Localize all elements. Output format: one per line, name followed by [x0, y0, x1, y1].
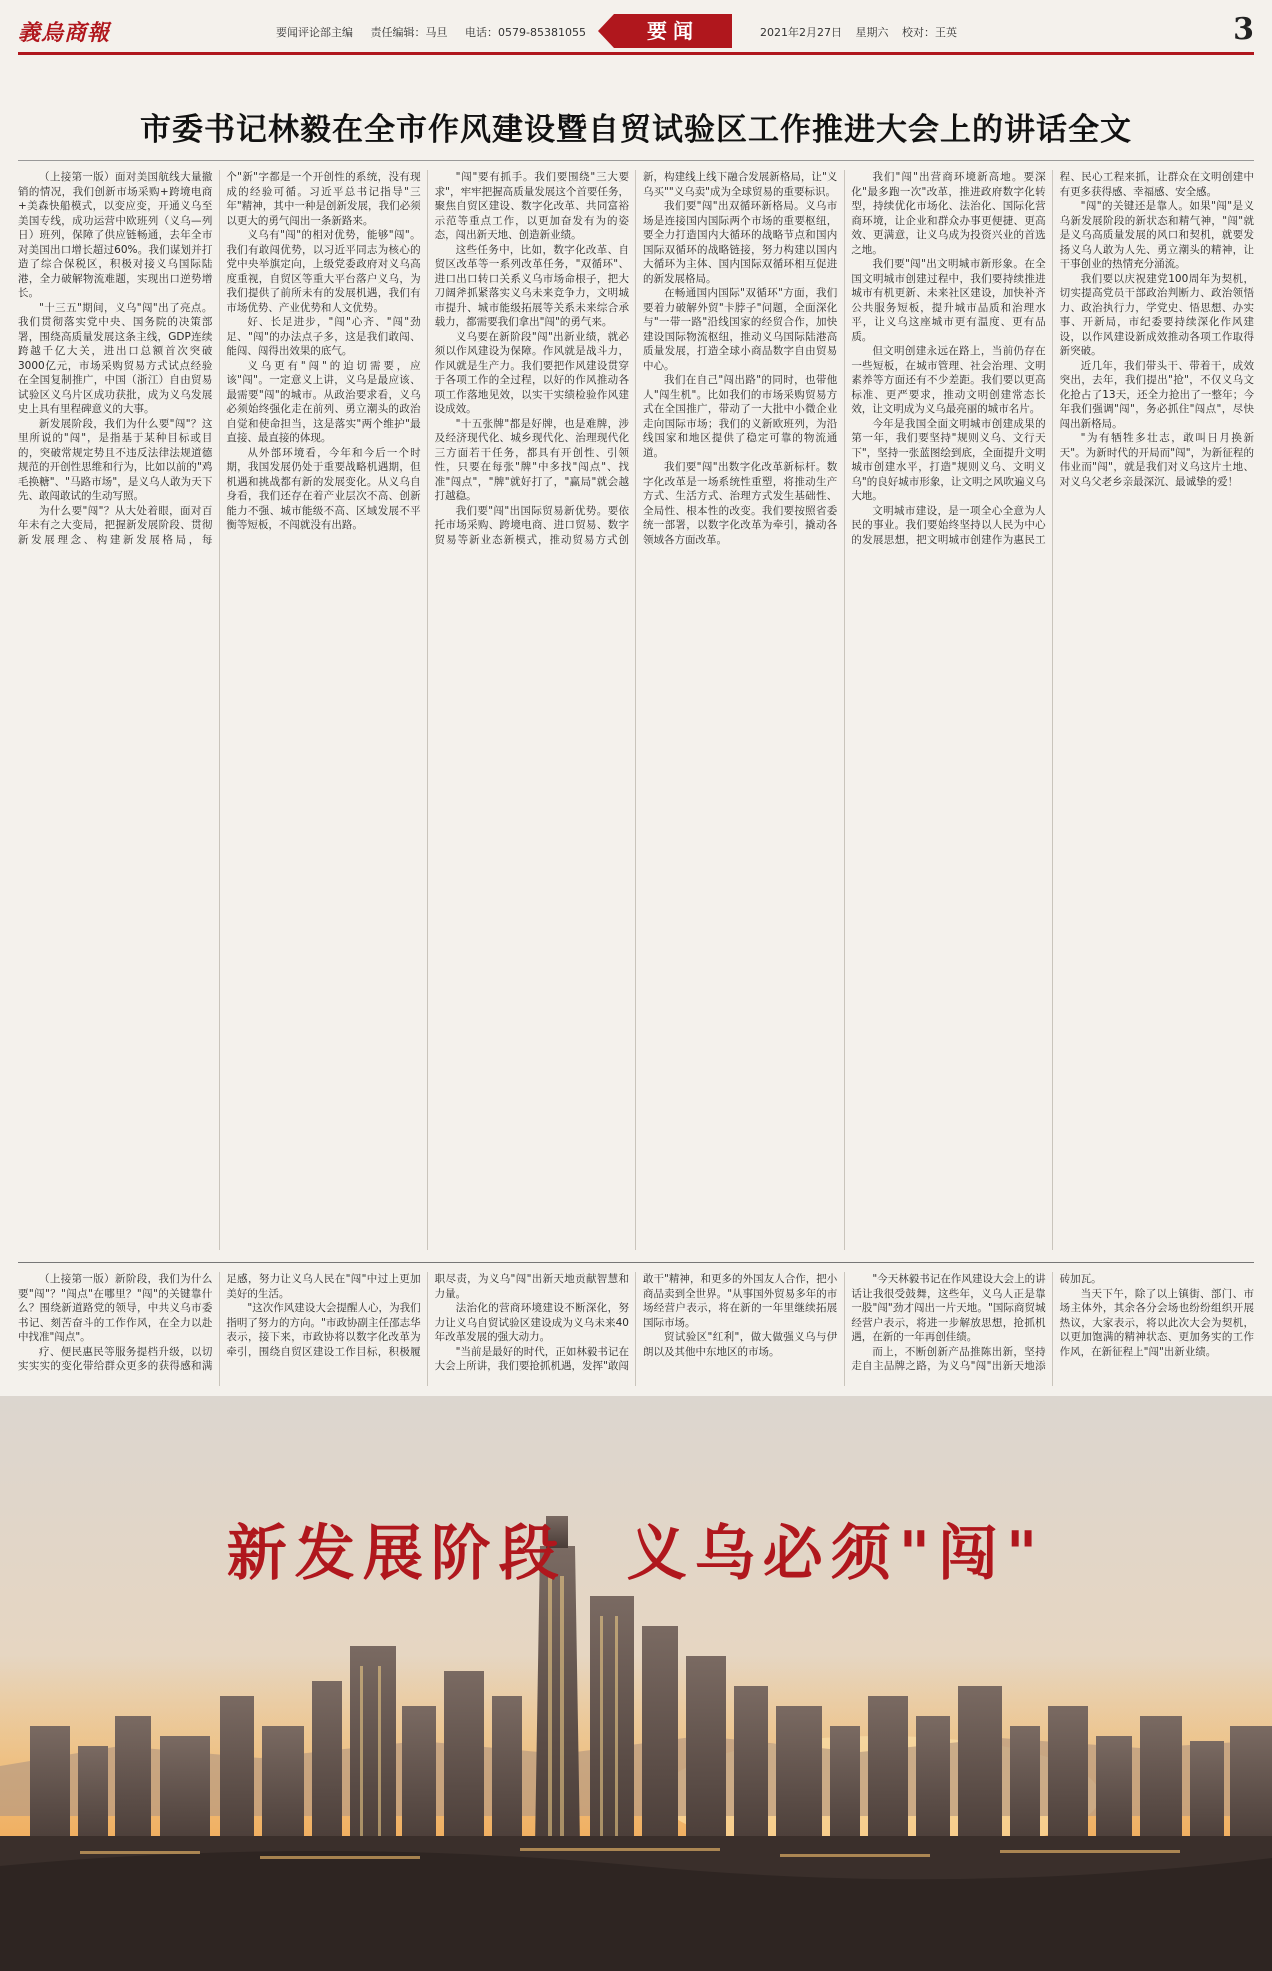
newspaper-logo: 義烏商報 [18, 20, 111, 46]
article-paragraph: 今年是我国全面文明城市创建成果的第一年，我们要坚持"规则义乌、文行天下"，坚持一张蓝图绘到底，全面提升文明城市创建水平，打造"规则义乌、文明义乌"的良好城市形象，让文明之风吹遍义乌大地。 [851, 417, 1046, 502]
article-paragraph: 为什么要"闯"？从大处着眼，面对百年未有之大变局，把握新发展阶段、贯彻新发展理念、构建新发展格局，每个"新"字都是一个开创性的系统，没有现成的经验可循。习近平总书记指导"三年"精神，其中一种是创新发展，我们必须以更大的勇气闯出一条新路来。 [18, 171, 421, 546]
editor-department: 要闻评论部主编 [276, 26, 353, 39]
article-paragraph: 我们要"闯"出数字化改革新标杆。数字化改革是一场系统性重塑，将推动生产方式、生活方式、治理方式发生基础性、全局性、根本性的改变。我们要按照省委统一部署，以数字化改革为牵引，撬动各领域各方面改革。 [642, 461, 838, 546]
related-article-body [18, 1272, 1254, 1386]
article-paragraph: "为有牺牲多壮志，敢叫日月换新天"。为新时代的开局而"闯"，为新征程的伟业而"闯"，就是我们对义乌这片土地、对义乌父老乡亲最深沉、最诚挚的爱！ [1059, 432, 1254, 488]
article-paragraph: "这次作风建设大会提醒人心，为我们指明了努力的方向。"市政协副主任邵志华表示，接下来，市政协将以数字化改革为牵引，围绕自贸区建设工作目标，积极履职尽责，为义乌"闯"出新天地贡献智慧和力量。 [226, 1273, 629, 1358]
article-paragraph: 而上，不断创新产品推陈出新，坚持走自主品牌之路，为义乌"闯"出新天地添砖加瓦。 [851, 1273, 1102, 1372]
section-tag: 要闻 [614, 14, 732, 48]
article-headline: 市委书记林毅在全市作风建设暨自贸试验区工作推进大会上的讲话全文 [140, 112, 1132, 148]
article-paragraph: "当前是最好的时代，正如林毅书记在大会上所讲，我们要抢抓机遇，发挥"敢闯敢干"精神，和更多的外国友人合作，把小商品卖到全世界。"从事国外贸易多年的市场经营户表示，将在新的一年里继续拓展国际市场。 [434, 1273, 838, 1372]
article-paragraph: "今天林毅书记在作风建设大会上的讲话让我很受鼓舞，这些年，义乌人正是靠一股"闯"劲才闯出一片天地。"国际商贸城经营户表示，将进一步解放思想，抢抓机遇，在新的一年再创佳绩。 [851, 1273, 1046, 1343]
page-number: 3 [1233, 12, 1254, 47]
article-paragraph: 我们要"闯"出国际贸易新优势。要依托市场采购、跨境电商、进口贸易、数字贸易等新业态新模式，推动贸易方式创新，构建线上线下融合发展新格局，让"义乌买""义乌卖"成为全球贸易的重要标识。 [434, 171, 838, 546]
article-body [18, 170, 1254, 1250]
article-paragraph: "闯"要有抓手。我们要围绕"三大要求"，牢牢把握高质量发展这个首要任务，聚焦自贸区建设、数字化改革、共同富裕示范等重点工作，以更加奋发有为的姿态，闯出新天地、创造新业绩。 [434, 171, 629, 241]
article-paragraph: 我们"闯"出营商环境新高地。要深化"最多跑一次"改革，推进政府数字化转型，持续优化市场化、法治化、国际化营商环境，让企业和群众办事更便捷、更高效、更满意，让义乌成为投资兴业的首选之地。 [851, 171, 1046, 256]
article-paragraph: 新发展阶段，我们为什么要"闯"？这里所说的"闯"，是指基于某种目标或目的，突破常规定势且不违反法律法规道德规范的开创性思维和行为，比如以前的"鸡毛换糖"、"马路市场"，是义乌人敢为天下先、敢闯敢试的生动写照。 [18, 417, 213, 502]
responsible-editor: 责任编辑：马旦 [370, 26, 448, 39]
proofreader: 校对：王英 [902, 26, 957, 39]
article-paragraph: 这些任务中，比如，数字化改革、自贸区改革等一系列改革任务，"双循环"、进口出口转口关系义乌市场命根子，把大刀阔斧抓紧落实义乌未来竞争力，文明城市提升、城市能级拓展等关系未来综合承载力，都需要我们拿出"闯"的勇气来。 [434, 243, 629, 328]
article-paragraph: 我们要以庆祝建党100周年为契机，切实提高党员干部政治判断力、政治领悟力、政治执行力，学党史、悟思想、办实事、开新局，市纪委要持续深化作风建设，以作风建设新成效推动各项工作取得新突破。 [1059, 272, 1254, 357]
article-paragraph: 好、长足进步，"闯"心齐、"闯"劲足、"闯"的办法点子多，这是我们敢闯、能闯、闯得出效果的底气。 [226, 316, 421, 357]
section-divider [18, 1262, 1254, 1263]
article-paragraph: （上接第一版）新阶段，我们为什么要"闯"？"闯点"在哪里？"闯"的关键靠什么？围绕新道路党的领导，中共义乌市委书记、刻苦奋斗的工作作风，在全力以赴中找准"闯点"。 [18, 1273, 213, 1343]
phone-number: 电话：0579-85381055 [465, 26, 586, 39]
article-paragraph: 当天下午，除了以上镇街、部门、市场主体外，其余各分会场也纷纷组织开展热议，大家表示，将以此次大会为契机，以更加饱满的精神状态、更加务实的工作作风，在新征程上"闯"出新业绩。 [1059, 1287, 1254, 1358]
article-paragraph: "十三五"期间，义乌"闯"出了亮点。我们贯彻落实党中央、国务院的决策部署，围绕高质量发展这条主线，GDP连续跨越千亿大关，进出口总额首次突破3000亿元，市场采购贸易方式试点经验在全国复制推广，中国（浙江）自由贸易试验区义乌片区成功获批，成为义乌发展史上具有里程碑意义的大事。 [18, 301, 213, 415]
article-paragraph: "闯"的关键还是靠人。如果"闯"是义乌新发展阶段的新状态和精气神，"闯"就是义乌高质量发展的风口和契机，就要发扬义乌人敢为人先、勇立潮头的精神，让干事创业的热情充分涌流。 [1059, 200, 1254, 270]
article-paragraph: 法治化的营商环境建设不断深化，努力让义乌自贸试验区建设成为义乌未来40年改革发展的强大动力。 [434, 1302, 629, 1343]
article-paragraph: 我们要"闯"出文明城市新形象。在全国文明城市创建过程中，我们要持续推进城市有机更新、未来社区建设，加快补齐公共服务短板，提升城市品质和治理水平，让义乌这座城市更有温度、更有品质。 [851, 258, 1046, 343]
article-paragraph: （上接第一版）面对美国航线大量撤销的情况，我们创新市场采购+跨境电商+美森快船模式，以变应变，开通义乌至美国专线，成功运营中欧班列（义乌—列日）班列，保障了供应链畅通，去年全市对美国出口增长超过60%。我们谋划并打造了综合保税区，积极对接义乌国际陆港，全力破解物流难题，实现出口逆势增长。 [18, 171, 213, 299]
article-paragraph: 义乌要在新阶段"闯"出新业绩，就必须以作风建设为保障。作风就是战斗力，作风就是生产力。我们要把作风建设贯穿于各项工作的全过程，以好的作风推动各项工作落地见效，以实干实绩检验作风建设成效。 [434, 330, 629, 415]
article-paragraph: 从外部环境看，今年和今后一个时期，我国发展仍处于重要战略机遇期，但机遇和挑战都有新的发展变化。从义乌自身看，我们还存在着产业层次不高、创新能力不强、城市能级不高、区域发展不平衡等短板，不闯就没有出路。 [226, 446, 421, 531]
banner-title-part2: 义乌必须"闯" [626, 1519, 1046, 1589]
date-info [760, 24, 967, 40]
article-paragraph: 文明城市建设，是一项全心全意为人民的事业。我们要始终坚持以人民为中心的发展思想，把文明城市创建作为惠民工程、民心工程来抓，让群众在文明创建中有更多获得感、幸福感、安全感。 [851, 171, 1254, 546]
article-paragraph: 但文明创建永远在路上，当前仍存在一些短板，在城市管理、社会治理、文明素养等方面还有不少差距。我们要以更高标准、更严要求，推动文明创建常态长效，让文明成为义乌最亮丽的城市名片。 [851, 345, 1046, 415]
article-paragraph: 疗、便民惠民等服务提档升级，以切实实实的变化带给群众更多的获得感和满足感，努力让义乌人民在"闯"中过上更加美好的生活。 [18, 1273, 421, 1372]
article-paragraph: 义乌更有"闯"的迫切需要，应该"闯"。一定意义上讲，义乌是最应该、最需要"闯"的城市。从政治要求看，义乌必须始终强化走在前列、勇立潮头的政治自觉和使命担当，这是落实"两个维护"最直接、最直接的体现。 [226, 359, 421, 444]
article-paragraph: 义乌有"闯"的相对优势，能够"闯"。我们有敢闯优势，以习近平同志为核心的党中央举旗定向，上级党委政府对义乌高度重视，自贸区等重大平台落户义乌，为我们提供了前所未有的发展机遇，我们有市场优势、产业优势和人文优势。 [226, 229, 421, 314]
headline-rule [18, 160, 1254, 161]
banner-image [0, 1396, 1272, 1971]
article-paragraph: 我们在自己"闯出路"的同时，也带他人"闯生机"。比如我们的市场采购贸易方式在全国推广，带动了一大批中小微企业走向国际市场；我们的义新欧班列，为沿线国家和地区提供了稳定可靠的物流通道。 [642, 374, 838, 459]
banner-title [0, 1506, 1272, 1592]
editor-credits [276, 24, 600, 40]
article-paragraph: 在畅通国内国际"双循环"方面，我们要着力破解外贸"卡脖子"问题，全面深化与"一带一路"沿线国家的经贸合作，加快建设国际物流枢纽，推动义乌国际陆港高质量发展，打造全球小商品数字自由贸易中心。 [642, 287, 838, 372]
city-skyline-photo [0, 1396, 1272, 1971]
article-paragraph: 我们要"闯"出双循环新格局。义乌市场是连接国内国际两个市场的重要枢纽，要全力打造国内大循环的战略节点和国内国际双循环的战略链接，努力构建以国内大循环为主体、国内国际双循环相互促进的新发展格局。 [642, 200, 838, 285]
article-paragraph: 近几年，我们带头干、带着干，成效突出，去年，我们提出"抢"，不仅义乌文化抢占了13天，还全力抢出了一整年；今年我们强调"闯"，务必抓住"闯点"，尽快闯出新格局。 [1059, 359, 1254, 430]
issue-weekday: 星期六 [855, 26, 889, 39]
issue-date: 2021年2月27日 [760, 26, 842, 39]
masthead [18, 14, 1254, 48]
banner-title-part1: 新发展阶段 [226, 1519, 567, 1589]
article-paragraph: 贸试验区"红利"，做大做强义乌与伊朗以及其他中东地区的市场。 [642, 1331, 838, 1358]
article-paragraph: "十五张牌"都是好牌，也是难牌，涉及经济现代化、城乡现代化、治理现代化三方面若干任务，都具有开创性、引领性，只要在每张"牌"中多找"闯点"、找准"闯点"，"牌"就好打了，"赢局"就会越打越稳。 [434, 417, 629, 502]
masthead-rule [18, 52, 1254, 55]
